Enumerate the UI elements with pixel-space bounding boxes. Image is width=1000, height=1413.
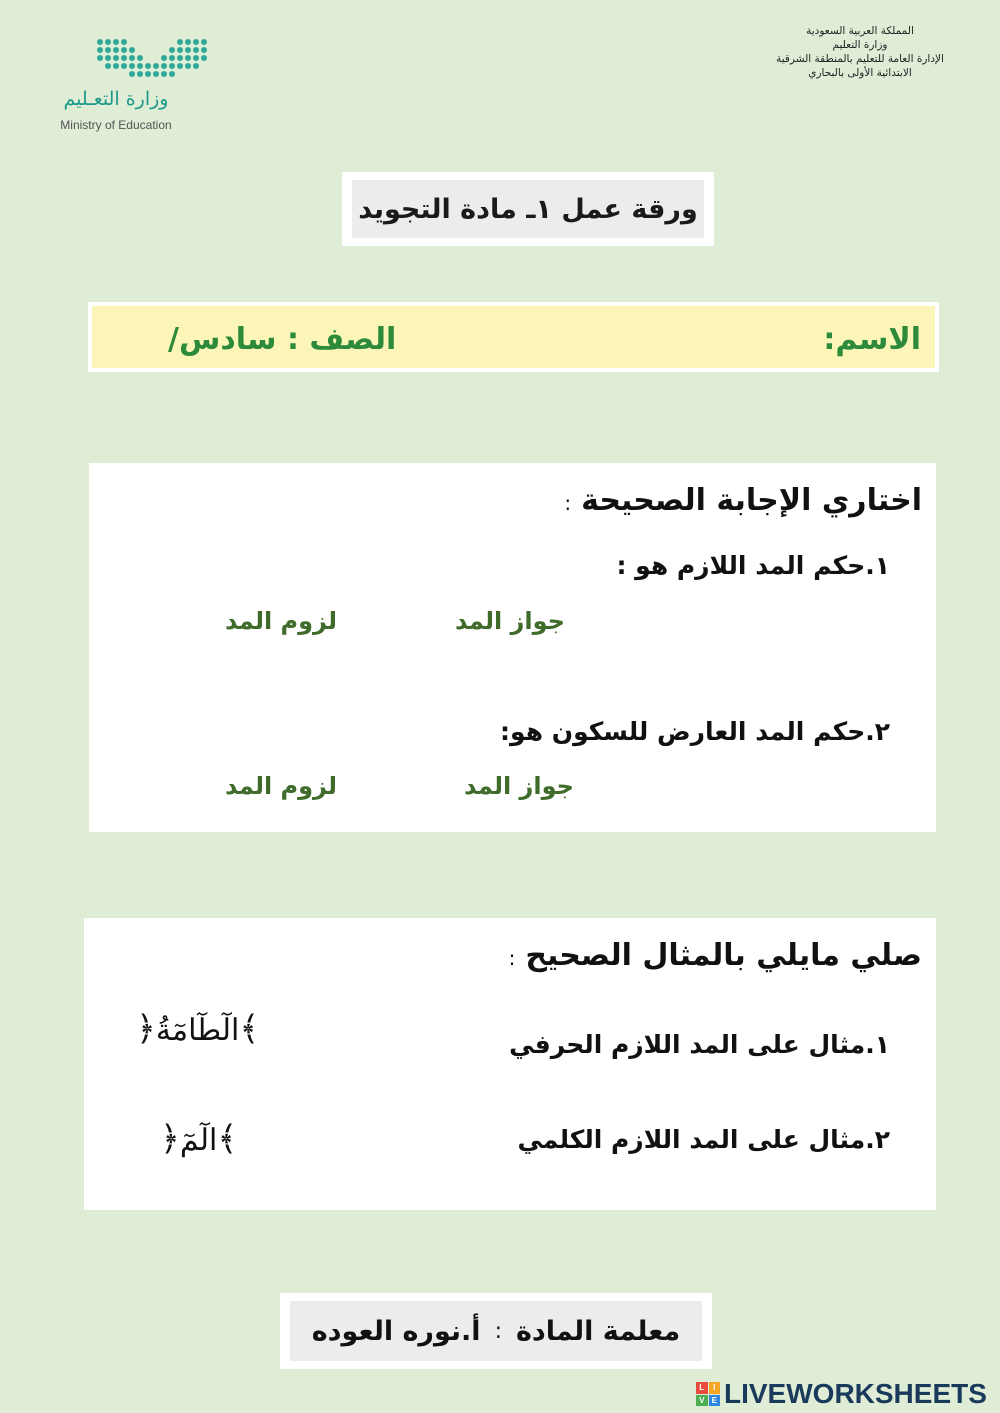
ornate-bracket-icon: ﴾ [239,1009,260,1049]
teacher-label: معلمة المادة [515,1315,681,1347]
match-example-2[interactable] [160,1118,237,1159]
school-header [730,24,990,80]
student-info-inner [92,306,935,368]
title-box [342,172,714,246]
match-item-2[interactable]: ٢.مثال على المد اللازم الكلمي [517,1125,890,1154]
name-label: الاسم: [823,322,921,357]
section2-title-colon: : [508,946,516,970]
ornate-bracket-icon: ﴿ [160,1119,180,1159]
student-info-band [88,302,939,372]
grade-label: الصف : سادس/ [168,322,397,357]
badge-letter: E [709,1395,721,1407]
teacher-line [290,1301,702,1361]
section1-title [564,483,922,518]
multiple-choice-section [89,463,936,832]
teacher-box [280,1293,712,1369]
match-example-2-text: الٓمٓ [179,1123,218,1158]
ornate-bracket-icon: ﴿ [136,1009,156,1049]
header-line-1: المملكة العربية السعودية [806,25,914,37]
section2-title [509,938,922,973]
match-example-1-text: الٓطٓامٓةُ [155,1013,240,1048]
header-line-3: الإدارة العامة للتعليم بالمنطقة الشرقية [776,53,944,65]
header-line-2: وزارة التعليم [832,39,888,51]
section1-title-text: اختاري الإجابة الصحيحة [581,483,922,518]
teacher-separator: : [494,1318,502,1344]
question-2: ٢.حكم المد العارض للسكون هو: [500,717,890,746]
match-item-1[interactable]: ١.مثال على المد اللازم الحرفي [509,1030,890,1059]
ministry-logo [30,30,220,140]
logo-arabic-text: وزارة التعـليم [63,88,169,110]
question-1: ١.حكم المد اللازم هو : [616,551,890,580]
page-title: ورقة عمل ١ـ مادة التجويد [352,180,704,238]
badge-letter: L [696,1382,708,1394]
q1-option-a[interactable]: جواز المد [455,607,565,635]
logo-english-text: Ministry of Education [60,118,172,132]
ministry-logo-dots-icon [30,30,220,90]
section1-title-colon: : [564,491,572,515]
ornate-bracket-icon: ﴾ [217,1119,238,1159]
q2-option-b[interactable]: لزوم المد [225,772,337,800]
teacher-name: أ.نوره العوده [311,1315,481,1347]
q2-option-a[interactable]: جواز المد [464,772,574,800]
match-example-1[interactable] [136,1008,259,1049]
badge-letter: I [709,1382,721,1394]
section2-title-text: صلي مايلي بالمثال الصحيح [525,938,922,973]
q1-option-b[interactable]: لزوم المد [225,607,337,635]
badge-letter: V [696,1395,708,1407]
matching-section [84,918,936,1210]
liveworksheets-logo-icon [696,1382,720,1406]
header-line-4: الابتدائية الأولى بالبحاري [808,67,912,79]
watermark-text: LIVEWORKSHEETS [724,1378,987,1409]
liveworksheets-watermark[interactable] [696,1376,987,1412]
